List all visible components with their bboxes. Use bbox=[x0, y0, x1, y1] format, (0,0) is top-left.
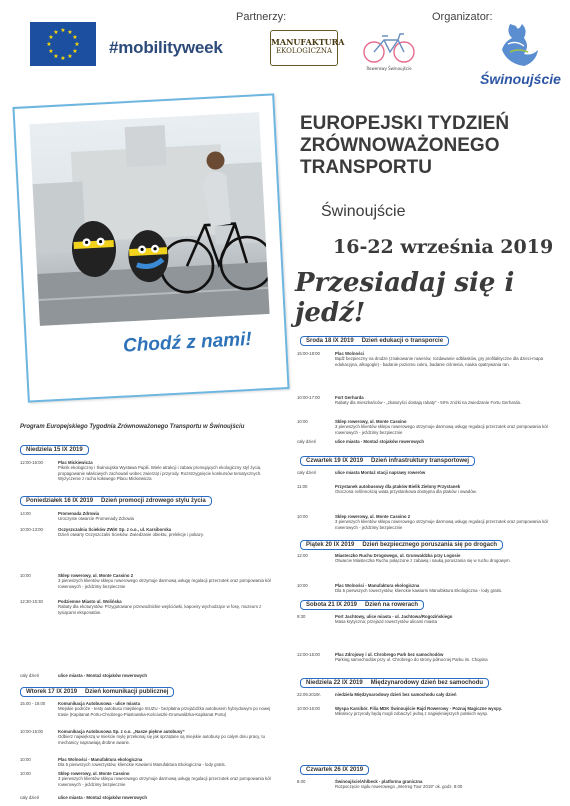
event-dates: 16-22 września 2019 bbox=[333, 236, 554, 258]
eu-stars-icon bbox=[30, 22, 96, 66]
svg-text:★: ★ bbox=[46, 41, 52, 48]
swinoujscie-logo-text: Świnoujście bbox=[480, 71, 561, 87]
svg-text:★: ★ bbox=[53, 53, 59, 60]
schedule-entry: 12:00-16:00 Plac Mickiewicza Piknik ekologiczny i Świnoujska Wystawa Pupili. Wiele atrakcji i zabaw promujących ekologiczny styl życia, propagowanie właściwych zachowań wobec zwierząt i przyrody. Rozstrzygnięcie konkursów tematycznych. Wyżyczenie z ruchu kołowego Placu Mickiewicza bbox=[20, 460, 262, 481]
svg-text:★: ★ bbox=[53, 29, 59, 36]
day-header-thursday-26: Czwartek 26 IX 2019 bbox=[300, 765, 369, 775]
svg-text:★: ★ bbox=[67, 29, 73, 36]
swinoujscie-city-icon bbox=[488, 20, 546, 72]
event-title-line1: EUROPEJSKI TYDZIEŃ bbox=[300, 113, 510, 134]
mobility-week-tag: #mobilityweek bbox=[109, 38, 223, 57]
day-header-sunday: Niedziela 15 IX 2019 bbox=[20, 445, 89, 455]
svg-text:★: ★ bbox=[60, 55, 66, 62]
city-photo bbox=[29, 112, 269, 326]
program-title: Program Europejskiego Tygodnia Zrównoważonego Transportu w Świnoujściu bbox=[20, 424, 245, 430]
partners-label: Partnerzy: bbox=[236, 11, 287, 23]
svg-text:★: ★ bbox=[72, 34, 78, 41]
schedule-block-monday: 14:00 Promenada Zdrowia Uroczyste otwarcie Promenady Zdrowia 10:00-13:00 Oczyszczalnia Ścieków ZWiK Sp. z o.o., ul. Karsiborska Dzień otwarty Oczyszczalni Ścieków. Zwiedzanie obiektu, prelekcje i pokazy. 10:00 Sklep rowerowy, ul. Monte Cassino 2 3 pierwszych klientów sklepu rowerowego otrzymuje darmową usługę regulacji przerzutek oraz pompowania kół rowerowych - jeździmy bezpiecznie 12:30-15:30 Podziemne Miasto ul. Wolińska Rabaty dla ekoturystów. Przygotowane przewodnickie wejściówki, kapoeiry wychodzące w fosę, muzeum z tysiącami eksponatów. cały dzień ulice miasta - Montaż stojaków rowerowych bbox=[20, 511, 271, 678]
manufaktura-logo bbox=[270, 30, 345, 66]
manufaktura-logo-line1: MANUFAKTURA bbox=[271, 37, 345, 47]
schedule-block-thursday: cały dzień ulice miasta Montaż stacji naprawy rowerów 11:00 Przystanek autobusowy dla ptaków Bielik Zielony Przystanek Otoczona roślinnością wiata przystankowa dostępna dla ptaków i owadów. 10:00 Sklep rowerowy, ul. Monte Cassino 2 3 pierwszych klientów sklepu rowerowego otrzymuje darmową usługę regulacji przerzutek oraz pompowania kół rowerowych - jeździmy bezpiecznie bbox=[297, 470, 548, 530]
photo-frame bbox=[12, 93, 289, 402]
schedule-block-saturday: 9:30 Port Jachtowy, ulice miasta - ul. Jachtowa/Rogozińskiego Masa krytyczna; przejazd rowerzystów ulicami miasta 12:00-15:00 Plac Zdrojowy i ul. Chrobrego Park bez samochodów Parking samochodów przy ul. Chrobrego do strony północnej Parku im. Chopina bbox=[297, 614, 488, 663]
event-city: Świnoujście bbox=[321, 203, 406, 220]
schedule-block-friday: 12:00 Miasteczko Ruchu Drogowego, ul. Grunwaldzka przy Logosie Otwarcie Miasteczka Ruchu połączone z zabawą i nauką poruszania się w ruchu drogowym. 10:00 Plac Wolności - Manufaktura ekologiczna Dla 5 pierwszych rowerzystów, klienckie kawiarni Manufaktura Ekologiczna - lody gratis. bbox=[297, 553, 511, 594]
day-header-thursday: Czwartek 19 IX 2019 Dzień infrastruktury transportowej bbox=[300, 456, 475, 466]
schedule-block-sunday-22: 22.09.2019r. niedziela Międzynarodowy dzień bez samochodu cały dzień 10:00-16:00 Wyspa Karsibór. Filia MDK Świnoujście Rajd Rowerowy - Poznaj Magiczne wyspy. Miłośnicy przyrody będą mogli zobaczyć jedną z najpiękniejszych polskich wysp. bbox=[297, 692, 502, 717]
day-header-tuesday: Wtorek 17 IX 2019 Dzień komunikacji publicznej bbox=[20, 687, 174, 697]
bicycle-logo bbox=[360, 24, 418, 74]
svg-text:★: ★ bbox=[74, 41, 80, 48]
event-title-line2: ZRÓWNOWAŻONEGO bbox=[300, 135, 500, 156]
day-header-monday: Poniedziałek 16 IX 2019 Dzień promocji zdrowego stylu życia bbox=[20, 496, 212, 506]
schedule-block-thursday-26: 8.00 Świnoujście/Ahlbeck - platforma graniczna Rozpoczęcie rajdu rowerowego „Interreg Tour 2019” ok. godz. 8:00 bbox=[297, 779, 463, 790]
cyclist-illustration bbox=[29, 112, 269, 326]
schedule-block-wednesday: 15:00-18:00 Plac Wolności Bądź bezpieczny na drodze (znakowanie rowerów, rozdawanie odblasków, gry profilaktyczne dla dzieci-mapa edukacyjna, alkogogle) - badanie poziomu cukru, badanie ciśnienia, nauka opatrywania ran. 10:00-17:00 Fort Gerharda Rabaty dla mieszkańców - „zkaturyści dostają rabaty” - 50% zniżki na zwiedzanie Fortu Gerharda. 10:00 Sklep rowerowy, ul. Monte Cassino 3 pierwszych klientów sklepu rowerowego otrzymuje darmową usługę regulacji przerzutek oraz pompowania kół rowerowych - jeździmy bezpiecznie cały dzień ulice miasta - Montaż stojaków rowerowych bbox=[297, 351, 548, 444]
event-slogan: Przesiadaj się i jedź! bbox=[295, 268, 515, 328]
svg-text:★: ★ bbox=[72, 48, 78, 55]
day-header-wednesday: Środa 18 IX 2019 Dzień edukacji o transporcie bbox=[300, 336, 449, 346]
bicycle-logo-caption: Rowerowy Świnoujście bbox=[366, 66, 412, 71]
eu-flag-logo bbox=[30, 22, 96, 66]
svg-text:★: ★ bbox=[67, 53, 73, 60]
organizer-label: Organizator: bbox=[432, 11, 493, 23]
event-title bbox=[300, 113, 562, 179]
day-header-sunday-22: Niedziela 22 IX 2019 Międzynarodowy dzień bez samochodu bbox=[300, 678, 489, 688]
manufaktura-logo-line2: EKOLOGICZNA bbox=[275, 47, 333, 55]
header bbox=[0, 0, 570, 90]
schedule-block-tuesday: 15.00 - 18.00 Komunikacja Autobusowa - ulice miasta Miejskie podróże - testy autobusu miejskiego ISUZU - bezpłatna przejażdżka autobusem hybrydowym po nowej trasie (Kapitanat Portu-Chrobrego-Piastowska-Kościuszki-Grunwaldzka-Kapitanat Portu) 10:00-15:00 Komunikacja Autobusowa Sp. z o.o. „Nasze piękne autobusy” Odbierz największą w mieście mylę przekonaj się jak sprzątane są miejskie autobusy po całym dniu pracy, tu mechanicy naprawiają drobne awarie. 10:00 Plac Wolności - Manufaktura ekologiczna Dla 5 pierwszych rowerzystów, klienckie Kawiarni Manufaktura Ekologiczna - lody gratis. 10:00 Sklep rowerowy, ul. Monte Cassino 3 pierwszych klientów sklepu rowerowego otrzymuje darmową usługę regulacji przerzutek oraz pompowania kół rowerowych - jeździmy bezpiecznie cały dzień ulice miasta - Montaż stojaków rowerowych bbox=[20, 701, 271, 800]
svg-text:★: ★ bbox=[60, 27, 66, 34]
svg-text:★: ★ bbox=[48, 34, 54, 41]
photo-caption: Chodź z nami! bbox=[122, 328, 253, 357]
day-header-friday: Piątek 20 IX 2019 Dzień bezpiecznego poruszania się po drogach bbox=[300, 540, 503, 550]
svg-text:★: ★ bbox=[48, 48, 54, 55]
event-title-line3: TRANSPORTU bbox=[300, 157, 432, 178]
day-header-saturday: Sobota 21 IX 2019 Dzień na rowerach bbox=[300, 600, 424, 610]
